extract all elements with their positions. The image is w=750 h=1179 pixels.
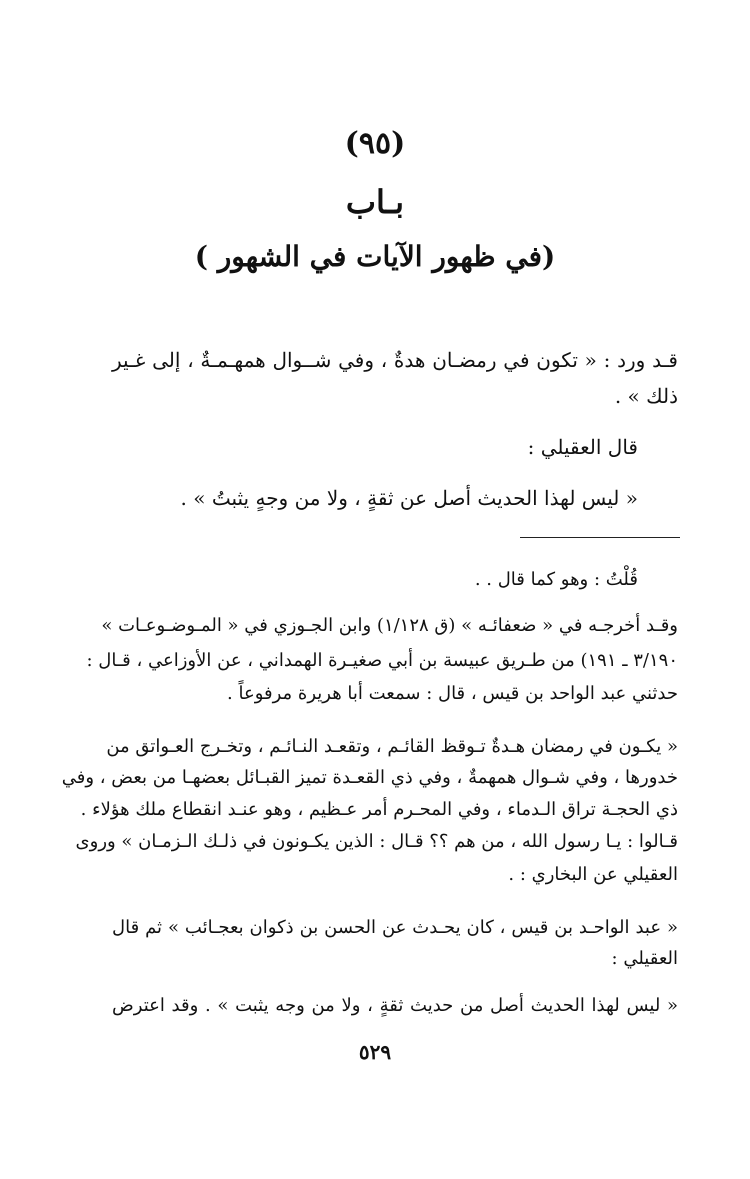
uqayli-label: قال العقيلي : — [527, 435, 638, 459]
chapter-subtitle: (في ظهور الآيات في الشهور ) — [194, 240, 556, 273]
footnote-line-4: حدثني عبد الواحد بن قيس ، قال : سمعت أبا هريرة مرفوعاً . — [227, 683, 678, 704]
footnote-line-7: ذي الحجـة تراق الـدماء ، وفي المحـرم أمر عـظيم ، وهو عنـد انقطاع ملك هؤلاء . — [80, 799, 678, 820]
chapter-number: (٩٥) — [344, 126, 406, 161]
footnote-line-2: وقـد أخرجـه في « ضعفائـه » (ق ١/١٢٨) وابن الجـوزي في « المـوضـوعـات » — [101, 615, 678, 636]
footnote-line-6: خدورها ، وفي شـوال همهمةٌ ، وفي ذي القعـدة تميز القبـائل بعضهـا من بعض ، وفي — [61, 767, 678, 788]
page-number: ٥٢٩ — [358, 1040, 392, 1064]
footnote-line-3: ٣/١٩٠ ـ ١٩١) من طـريق عبيسة بن أبي صغيـرة الهمداني ، عن الأوزاعي ، قـال : — [86, 650, 678, 671]
footnote-line-10: « عبد الواحـد بن قيس ، كان يحـدث عن الحسن بن ذكوان بعجـائب » ثم قال — [112, 917, 678, 938]
uqayli-quote: « ليس لهذا الحديث أصل عن ثقةٍ ، ولا من وجهٍ يثبتُ » . — [180, 486, 638, 510]
footnote-line-11: العقيلي : — [611, 948, 678, 969]
intro-line-2: ذلك » . — [614, 384, 678, 408]
footnote-line-12: « ليس لهذا الحديث أصل من حديث ثقةٍ ، ولا من وجه يثبت » . وقد اعترض — [112, 995, 678, 1016]
footnote-line-1: قُلْتُ : وهو كما قال . . — [474, 569, 638, 590]
chapter-heading: بـاب — [345, 183, 405, 221]
intro-line-1: قـد ورد : « تكون في رمضـان هدةٌ ، وفي شــوال همهـمـةٌ ، إلى غـير — [112, 348, 678, 372]
footnote-line-8: قـالوا : يـا رسول الله ، من هم ؟؟ قـال : الذين يكـونون في ذلـك الـزمـان » وروى — [75, 831, 678, 852]
footnote-separator — [520, 537, 680, 538]
footnote-line-5: « يكـون في رمضان هـدةٌ تـوقظ القائـم ، وتقعـد النـائـم ، وتخـرج العـواتق من — [106, 736, 678, 757]
footnote-line-9: العقيلي عن البخاري : . — [508, 864, 678, 885]
